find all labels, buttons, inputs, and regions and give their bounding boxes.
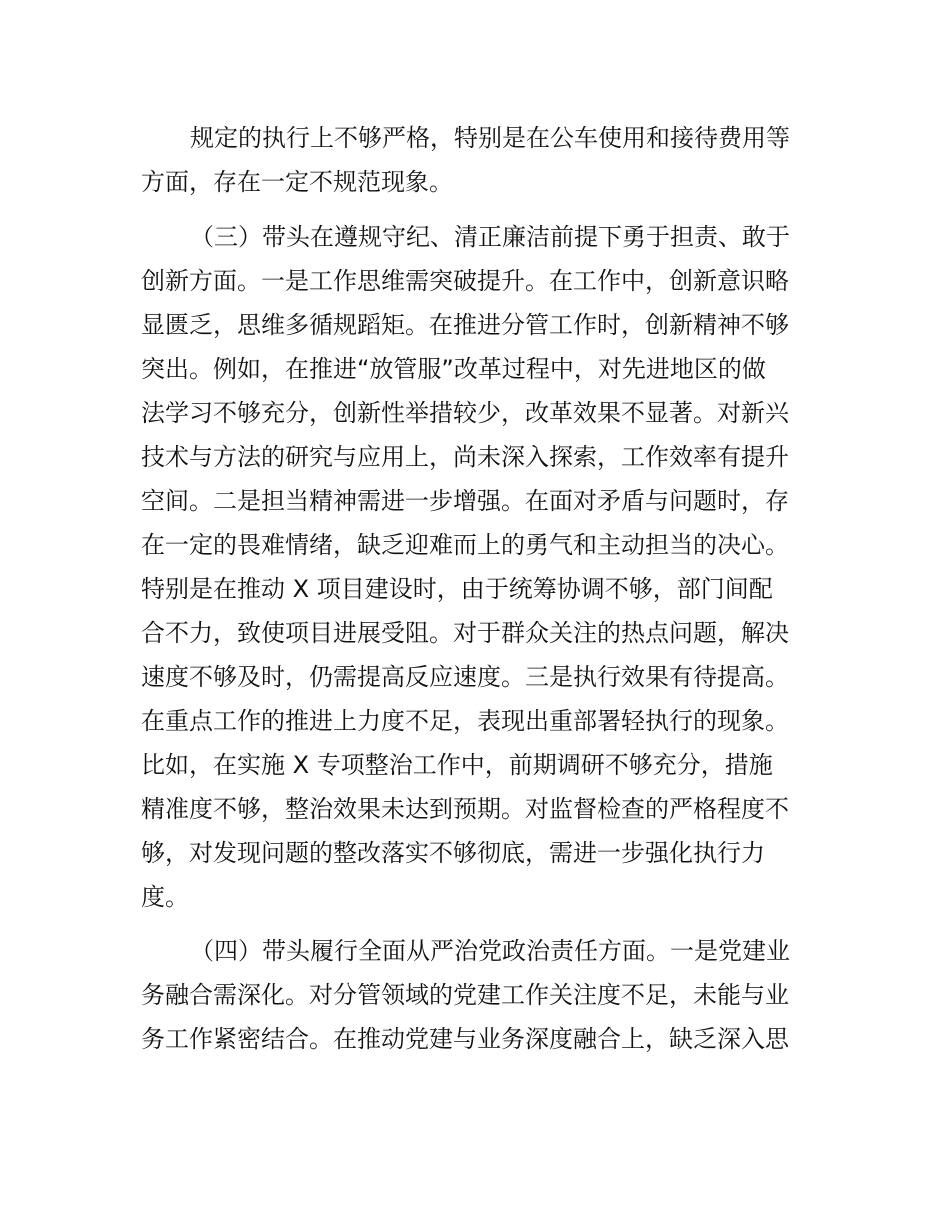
text-line: 够，对发现问题的整改落实不够彻底，需进一步强化执行力 [141,839,765,867]
text-line: 务融合需深化。对分管领域的党建工作关注度不足，未能与业 [141,981,789,1009]
text-line: 比如，在实施 X 专项整治工作中，前期调研不够充分，措施 [141,751,773,779]
section-heading-4: （四）带头履行全面从严治党政治责任方面。一是党建业 [190,937,790,965]
text-line: 在重点工作的推进上力度不足，表现出重部署轻执行的现象。 [141,707,789,735]
text-line: 精准度不够，整治效果未达到预期。对监督检查的严格程度不 [141,795,789,823]
text-line: 创新方面。一是工作思维需突破提升。在工作中，创新意识略 [141,267,789,295]
text-line: 务工作紧密结合。在推动党建与业务深度融合上，缺乏深入思 [141,1025,789,1053]
text-line: 度。 [141,883,189,911]
text-line: 合不力，致使项目进展受阻。对于群众关注的热点问题，解决 [141,619,789,647]
text-line: 特别是在推动 X 项目建设时，由于统筹协调不够，部门间配 [141,575,773,603]
section-heading-3: （三）带头在遵规守纪、清正廉洁前提下勇于担责、敢于 [190,223,790,251]
text-line: 在一定的畏难情绪，缺乏迎难而上的勇气和主动担当的决心。 [141,531,789,559]
text-line: 速度不够及时，仍需提高反应速度。三是执行效果有待提高。 [141,663,789,691]
text-line: 方面，存在一定不规范现象。 [141,168,453,196]
text-line: 技术与方法的研究与应用上，尚未深入探索，工作效率有提升 [141,443,789,471]
text-line: 法学习不够充分，创新性举措较少，改革效果不显著。对新兴 [141,399,789,427]
text-line: 规定的执行上不够严格，特别是在公车使用和接待费用等 [190,124,790,152]
text-line: 显匮乏，思维多循规蹈矩。在推进分管工作时，创新精神不够 [141,311,789,339]
text-line: 空间。二是担当精神需进一步增强。在面对矛盾与问题时，存 [141,487,789,515]
text-line: 突出。例如，在推进“放管服”改革过程中，对先进地区的做 [141,355,766,383]
